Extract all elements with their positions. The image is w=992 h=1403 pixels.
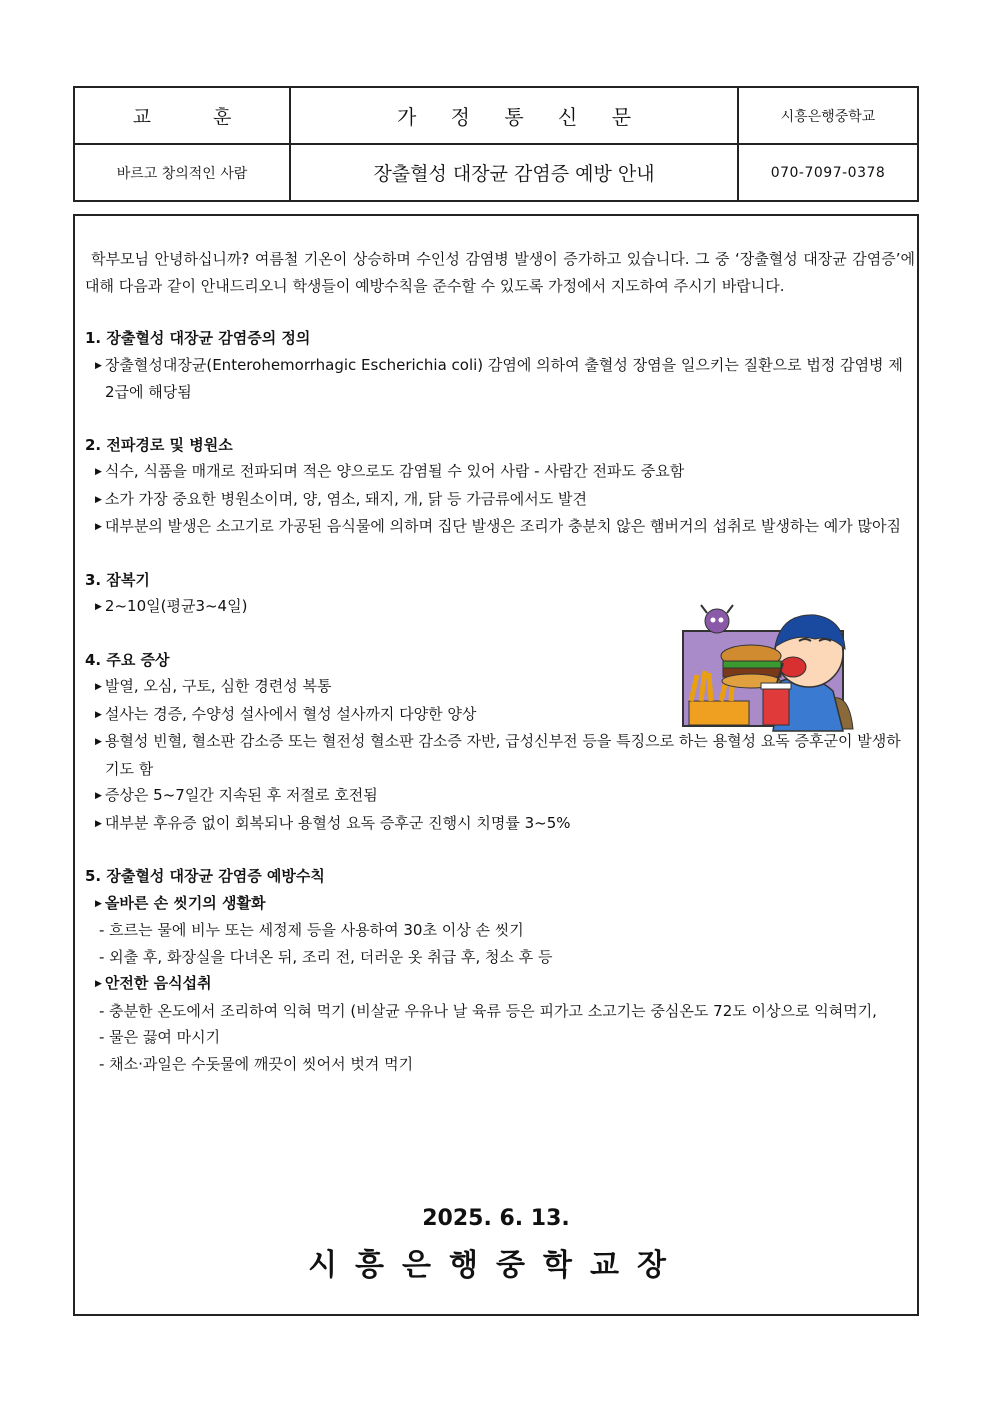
bullet-text: 증상은 5~7일간 지속된 후 저절로 호전됨: [104, 786, 378, 804]
doc-title: 가 정 통 신 문: [290, 87, 738, 144]
motto-label: 교 훈: [74, 87, 290, 144]
letter-date: 2025. 6. 13.: [422, 1206, 570, 1231]
subject-title: 장출혈성 대장균 감염증 예방 안내: [290, 144, 738, 201]
section-title: 5. 장출혈성 대장균 감염증 예방수칙: [85, 867, 325, 885]
bullet-text: 장출혈성대장균(Enterohemorrhagic Escherichia coli) 감염에 의하여 출혈성 장염을 일으키는 질환으로 법정 감염병 제 2급에 해당됨: [104, 355, 903, 401]
bullet-item: [85, 513, 915, 541]
triangle-bullet-icon: ▶: [95, 979, 102, 989]
section-title: 2. 전파경로 및 병원소: [85, 435, 233, 454]
bullet-text: 설사는 경증, 수양성 설사에서 혈성 설사까지 다양한 양상: [104, 704, 477, 723]
triangle-bullet-icon: ▶: [95, 467, 102, 477]
triangle-bullet-icon: ▶: [95, 737, 102, 747]
bullet-item: [85, 352, 915, 406]
prevention-section: [85, 863, 915, 1077]
school-motto: 바르고 창의적인 사람: [74, 144, 290, 201]
signer-name: 시흥은행중학교장: [308, 1248, 684, 1283]
bullet-item: [85, 782, 915, 810]
triangle-bullet-icon: ▶: [95, 898, 102, 909]
bullet-item: [85, 458, 915, 486]
triangle-bullet-icon: ▶: [95, 494, 102, 505]
bullet-text: 용혈성 빈혈, 혈소판 감소증 또는 혈전성 혈소판 감소증 자반, 급성신부전 등을 특징으로 하는 용혈성 요독 증후군이 발생하기도 함: [104, 732, 901, 778]
boy-eating-burger-illustration: [681, 601, 857, 733]
school-name: 시흥은행중학교: [738, 87, 918, 144]
triangle-bullet-icon: ▶: [95, 602, 102, 612]
triangle-bullet-icon: ▶: [95, 791, 102, 801]
bullet-text: 대부분 후유증 없이 회복되나 용혈성 요독 증후군 진행시 치명률 3~5%: [104, 813, 571, 832]
prevention-subtitle-text: 올바른 손 씻기의 생활화: [104, 893, 266, 912]
bullet-text: 식수, 식품을 매개로 전파되며 적은 양으로도 감염될 수 있어 사람 - 사람간 전파도 중요함: [104, 462, 685, 480]
triangle-bullet-icon: ▶: [95, 522, 102, 532]
triangle-bullet-icon: ▶: [95, 709, 102, 720]
section-title: 1. 장출혈성 대장균 감염증의 정의: [85, 329, 311, 347]
prevention-line: - 충분한 온도에서 조리하여 익혀 먹기 (비살균 우유나 날 육류 등은 피가고 소고기는 중심온도 72도 이상으로 익혀먹기,: [99, 1001, 877, 1020]
bullet-item: [85, 486, 915, 514]
prevention-subtitle: [85, 890, 915, 918]
bullet-text: 대부분의 발생은 소고기로 가공된 음식물에 의하며 집단 발생은 조리가 충분치 않은 햄버거의 섭취로 발생하는 예가 많아짐: [104, 517, 901, 535]
bullet-text: 발열, 오심, 구토, 심한 경련성 복통: [104, 677, 332, 695]
triangle-bullet-icon: ▶: [95, 682, 102, 692]
prevention-subtitle-text: 안전한 음식섭취: [104, 974, 212, 992]
bullet-item: [85, 728, 915, 782]
intro-paragraph: 학부모님 안녕하십니까? 여름철 기온이 상승하며 수인성 감염병 발생이 증가하고 있습니다. 그 중 ‘장출혈성 대장균 감염증’에 대해 다음과 같이 안내드리오니 학생들이 예방수칙을 준수할 수 있도록 가정에서 지도하여 주시기 바랍니다.: [85, 250, 915, 295]
prevention-line: - 채소·과일은 수돗물에 깨끗이 씻어서 벗겨 먹기: [99, 1054, 414, 1073]
sections: [85, 325, 915, 837]
prevention-subtitle: [85, 970, 915, 998]
bullet-text: 2~10일(평균3~4일): [104, 597, 248, 615]
bullet-text: 소가 가장 중요한 병원소이며, 양, 염소, 돼지, 개, 닭 등 가금류에서도 발견: [104, 489, 587, 508]
bullet-item: [85, 810, 915, 838]
section-title: 4. 주요 증상: [85, 650, 170, 669]
header-table: [73, 86, 919, 202]
letter-body: [73, 214, 919, 1316]
triangle-bullet-icon: ▶: [95, 360, 102, 371]
section-title: 3. 잠복기: [85, 570, 150, 589]
prevention-line: - 물은 끓여 마시기: [99, 1028, 221, 1046]
phone-number: 070-7097-0378: [738, 144, 918, 201]
prevention-line: - 외출 후, 화장실을 다녀온 뒤, 조리 전, 더러운 옷 취급 후, 청소 후 등: [99, 947, 553, 966]
triangle-bullet-icon: ▶: [95, 818, 102, 829]
prevention-line: - 흐르는 물에 비누 또는 세정제 등을 사용하여 30초 이상 손 씻기: [99, 921, 524, 939]
